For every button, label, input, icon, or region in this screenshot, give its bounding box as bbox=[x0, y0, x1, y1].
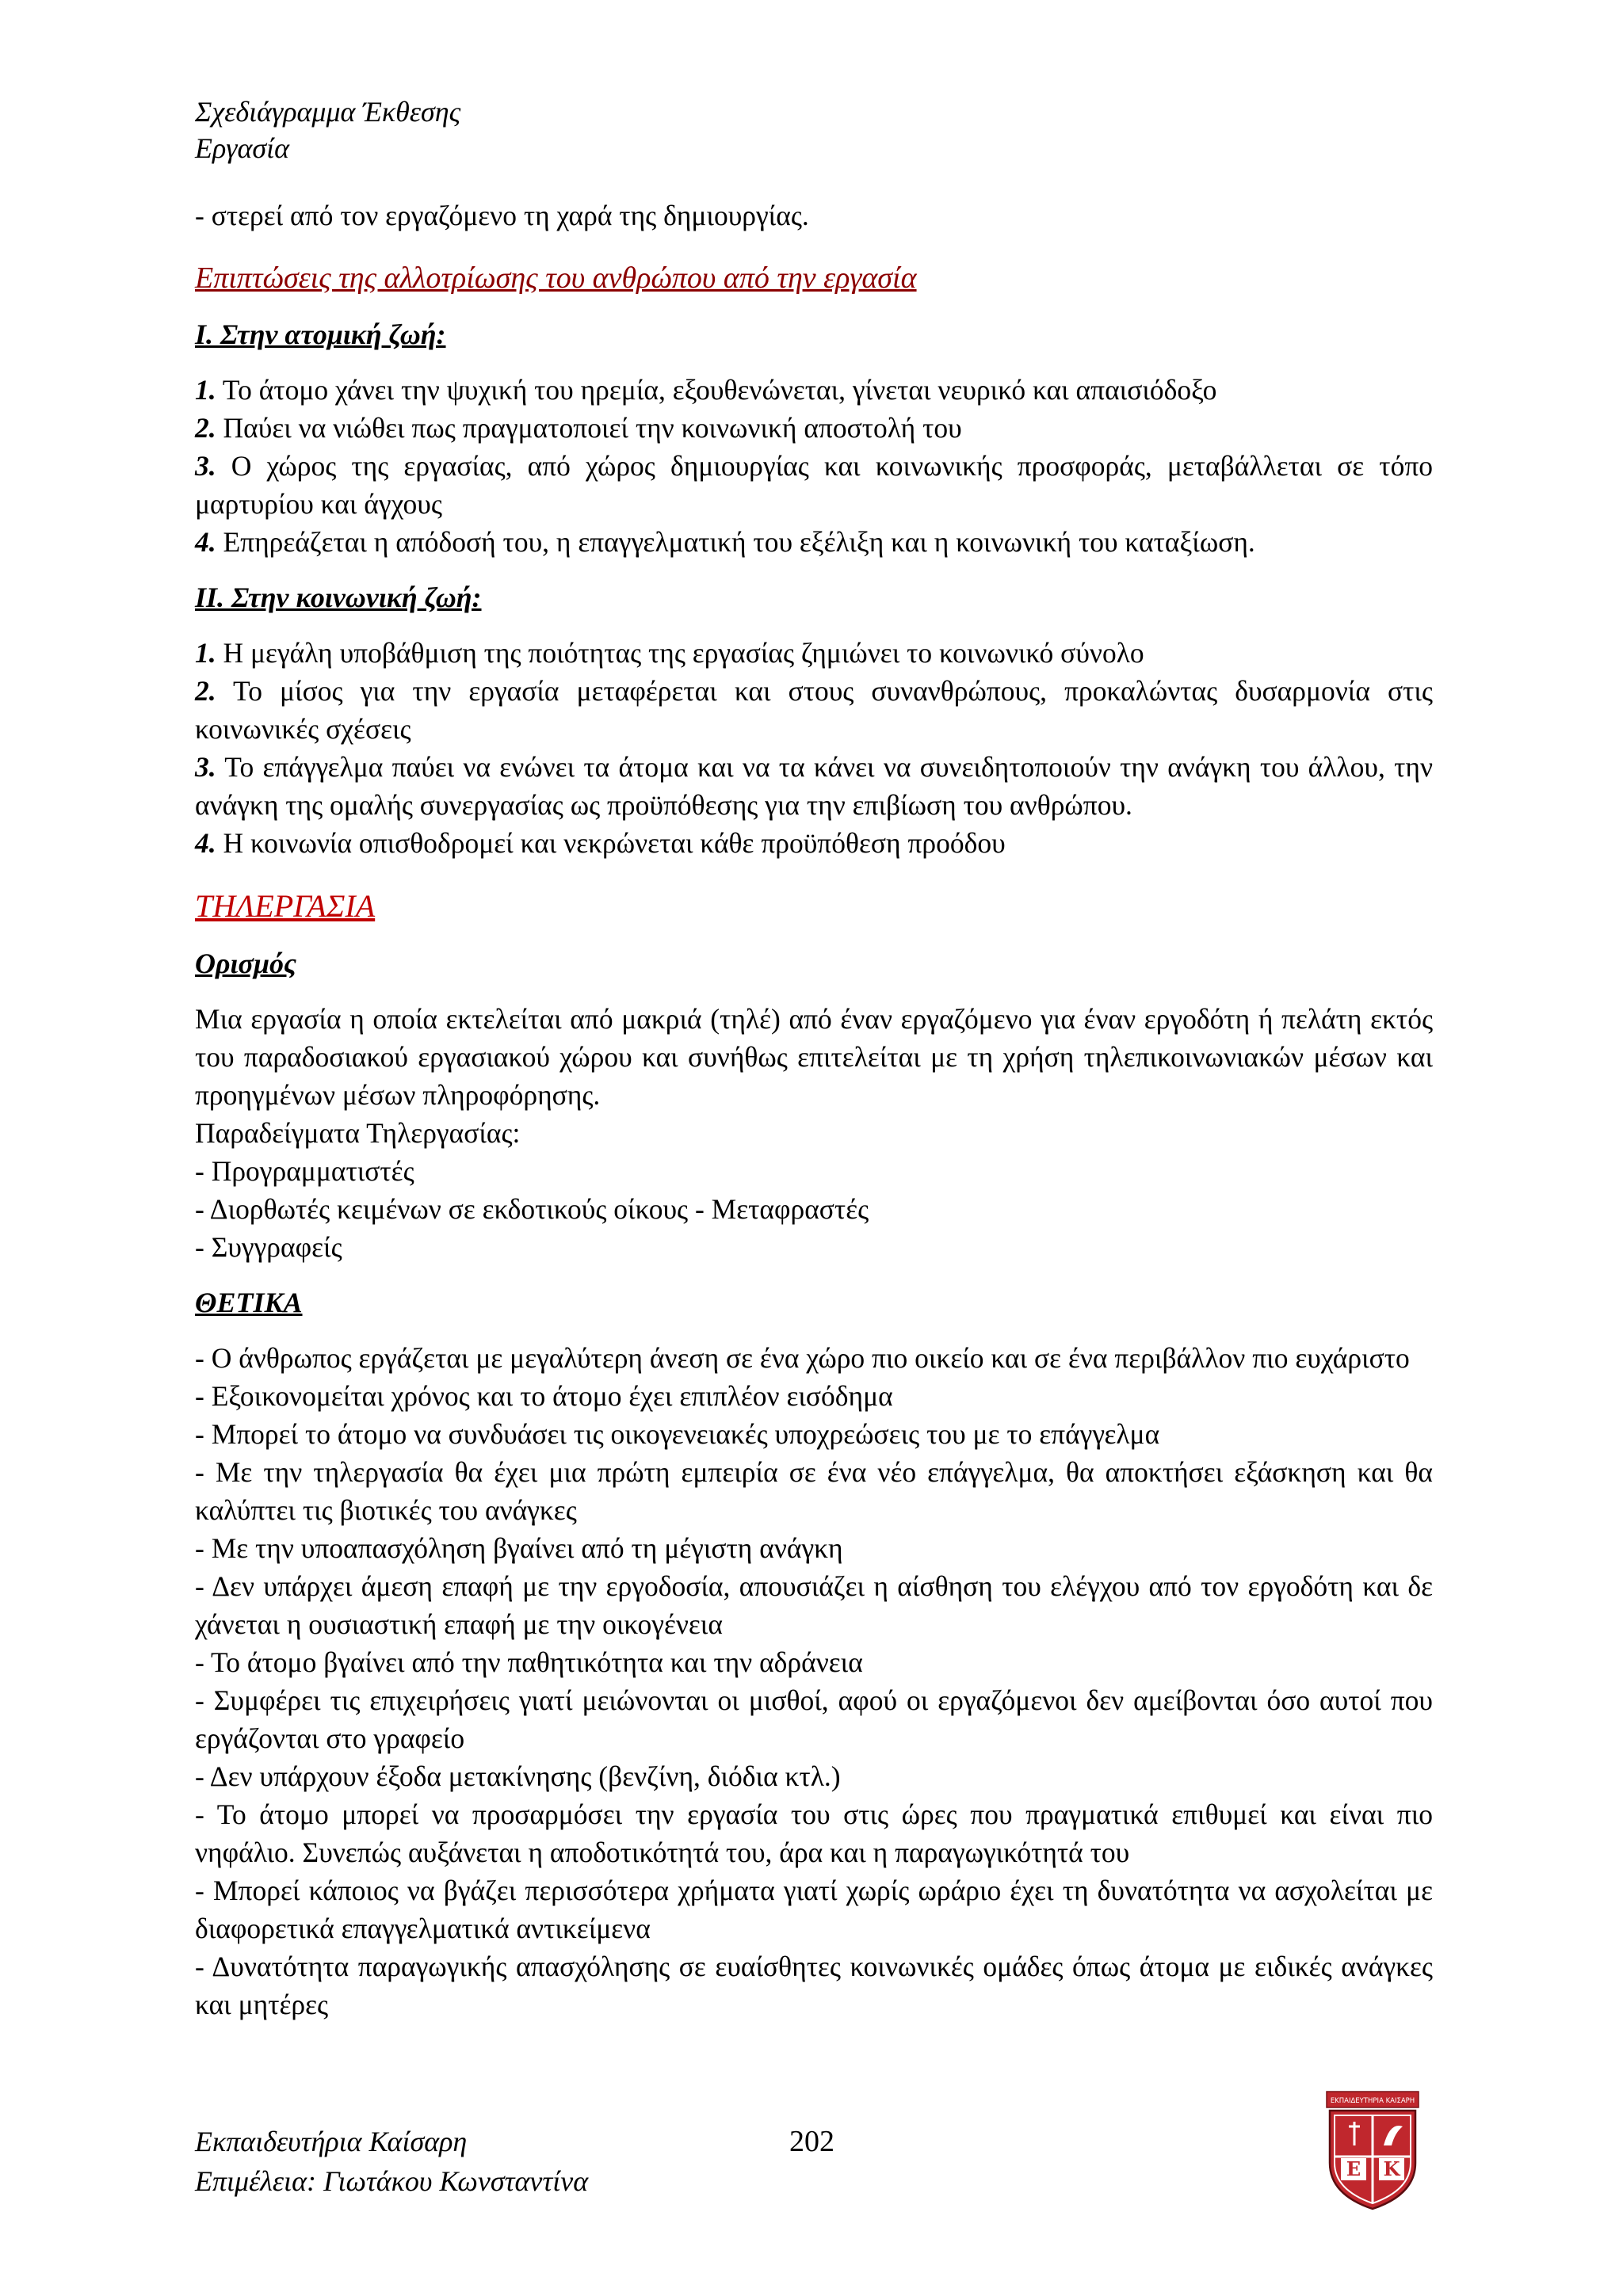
list-item: - Δεν υπάρχουν έξοδα μετακίνησης (βενζίνη, διόδια κτλ.) bbox=[195, 1760, 841, 1792]
list-item: - Διορθωτές κειμένων σε εκδοτικούς οίκους - Μεταφραστές bbox=[195, 1193, 869, 1225]
list-item: - Εξοικονομείται χρόνος και το άτομο έχει επιπλέον εισόδημα bbox=[195, 1380, 893, 1412]
school-crest-logo bbox=[1322, 2090, 1423, 2210]
subheading-personal-life: Ι. Στην ατομική ζωή: bbox=[195, 318, 446, 350]
list-item: 2. Το μίσος για την εργασία μεταφέρεται και στους συνανθρώπους, προκαλώντας δυσαρμονία στις κοινωνικές σχέσεις bbox=[195, 675, 1433, 745]
page-number: 202 bbox=[789, 2125, 834, 2158]
subheading-social-life: ΙΙ. Στην κοινωνική ζωή: bbox=[195, 582, 482, 613]
svg-text:Κ: Κ bbox=[1383, 2157, 1400, 2180]
svg-text:ΕΚΠΑΙΔΕΥΤΗΡΙΑ ΚΑΙΣΑΡΗ: ΕΚΠΑΙΔΕΥΤΗΡΙΑ ΚΑΙΣΑΡΗ bbox=[1330, 2097, 1415, 2105]
list-item: 3. Ο χώρος της εργασίας, από χώρος δημιουργίας και κοινωνικής προσφοράς, μεταβάλλεται σε τόπο μαρτυρίου και άγχους bbox=[195, 450, 1433, 520]
list-item: - Ο άνθρωπος εργάζεται με μεγαλύτερη άνεση σε ένα χώρο πιο οικείο και σε ένα περιβάλλον πιο ευχάριστο bbox=[195, 1342, 1410, 1374]
list-item: - Μπορεί κάποιος να βγάζει περισσότερα χρήματα γιατί χωρίς ωράριο έχει τη δυνατότητα να ασχολείται με διαφορετικά επαγγελματικά αντικείμενα bbox=[195, 1875, 1433, 1944]
list-item: 2. Παύει να νιώθει πως πραγματοποιεί την κοινωνική αποστολή του bbox=[195, 412, 962, 444]
list-item: - Δυνατότητα παραγωγικής απασχόλησης σε ευαίσθητες κοινωνικές ομάδες όπως άτομα με ειδικές ανάγκες και μητέρες bbox=[195, 1951, 1433, 2020]
list-item: - Με την τηλεργασία θα έχει μια πρώτη εμπειρία σε ένα νέο επάγγελμα, θα αποκτήσει εξάσκηση και θα καλύπτει τις βιοτικές του ανάγκες bbox=[195, 1456, 1433, 1526]
svg-text:Ε: Ε bbox=[1346, 2157, 1361, 2180]
list-item: - Συμφέρει τις επιχειρήσεις γιατί μειώνονται οι μισθοί, αφού οι εργαζόμενοι δεν αμείβονται όσο αυτοί που εργάζονται στο γραφείο bbox=[195, 1684, 1433, 1754]
page-content bbox=[195, 196, 1433, 2023]
page-footer bbox=[195, 2122, 588, 2201]
list-item: - Μπορεί το άτομο να συνδυάσει τις οικογενειακές υποχρεώσεις του με το επάγγελμα bbox=[195, 1418, 1160, 1450]
list-item: - Το άτομο μπορεί να προσαρμόσει την εργασία του στις ώρες που πραγματικά επιθυμεί και είναι πιο νηφάλιο. Συνεπώς αυξάνεται η αποδοτικότητά του, άρα και η παραγωγικότητά του bbox=[195, 1798, 1433, 1868]
header-chapter-title: Εργασία bbox=[195, 132, 290, 164]
list-item: - Συγγραφείς bbox=[195, 1231, 342, 1263]
footer-school-name: Εκπαιδευτήρια Καίσαρη bbox=[195, 2126, 468, 2157]
list-item: - Με την υποαπασχόληση βγαίνει από τη μέγιστη ανάγκη bbox=[195, 1532, 843, 1564]
subheading-positives: ΘΕΤΙΚΑ bbox=[195, 1287, 303, 1318]
header-document-title: Σχεδιάγραμμα Έκθεσης bbox=[195, 96, 461, 128]
list-item: 3. Το επάγγελμα παύει να ενώνει τα άτομα και να τα κάνει να συνειδητοποιούν την ανάγκη του άλλου, την ανάγκη της ομαλής συνεργασίας ως προϋπόθεσης για την επιβίωση του ανθρώπου. bbox=[195, 751, 1433, 821]
page-header bbox=[195, 93, 460, 166]
list-item: - Προγραμματιστές bbox=[195, 1155, 414, 1187]
list-item: - Το άτομο βγαίνει από την παθητικότητα και την αδράνεια bbox=[195, 1646, 863, 1678]
list-item: 1. Το άτομο χάνει την ψυχική του ηρεμία, εξουθενώνεται, γίνεται νευρικό και απαισιόδοξο bbox=[195, 374, 1217, 406]
section-title-alienation: Επιπτώσεις της αλλοτρίωσης του ανθρώπου από την εργασία bbox=[195, 261, 917, 295]
list-item: 4. Η κοινωνία οπισθοδρομεί και νεκρώνεται κάθε προϋπόθεση προόδου bbox=[195, 827, 1006, 859]
definition-text: Μια εργασία η οποία εκτελείται από μακριά (τηλέ) από έναν εργαζόμενο για έναν εργοδότη ή πελάτη εκτός του παραδοσιακού εργασιακού χώρου και συνήθως επιτελείται με τη χρήση τηλεπικοινωνιακών μέσων και προηγμένων μέσων πληροφόρησης. bbox=[195, 1003, 1433, 1111]
list-item: - Δεν υπάρχει άμεση επαφή με την εργοδοσία, απουσιάζει η αίσθηση του ελέγχου από τον εργοδότη και δε χάνεται η ουσιαστική επαφή με την οικογένεια bbox=[195, 1570, 1433, 1640]
list-item: 1. Η μεγάλη υποβάθμιση της ποιότητας της εργασίας ζημιώνει το κοινωνικό σύνολο bbox=[195, 637, 1144, 669]
intro-line: - στερεί από τον εργαζόμενο τη χαρά της δημιουργίας. bbox=[195, 200, 809, 231]
examples-label: Παραδείγματα Τηλεργασίας: bbox=[195, 1117, 521, 1149]
list-item: 4. Επηρεάζεται η απόδοσή του, η επαγγελματική του εξέλιξη και η κοινωνική του καταξίωση. bbox=[195, 526, 1255, 558]
footer-editor: Επιμέλεια: Γιωτάκου Κωνσταντίνα bbox=[195, 2165, 589, 2197]
section-title-telework: ΤΗΛΕΡΓΑΣΙΑ bbox=[195, 888, 376, 924]
subheading-definition: Ορισμός bbox=[195, 948, 297, 979]
